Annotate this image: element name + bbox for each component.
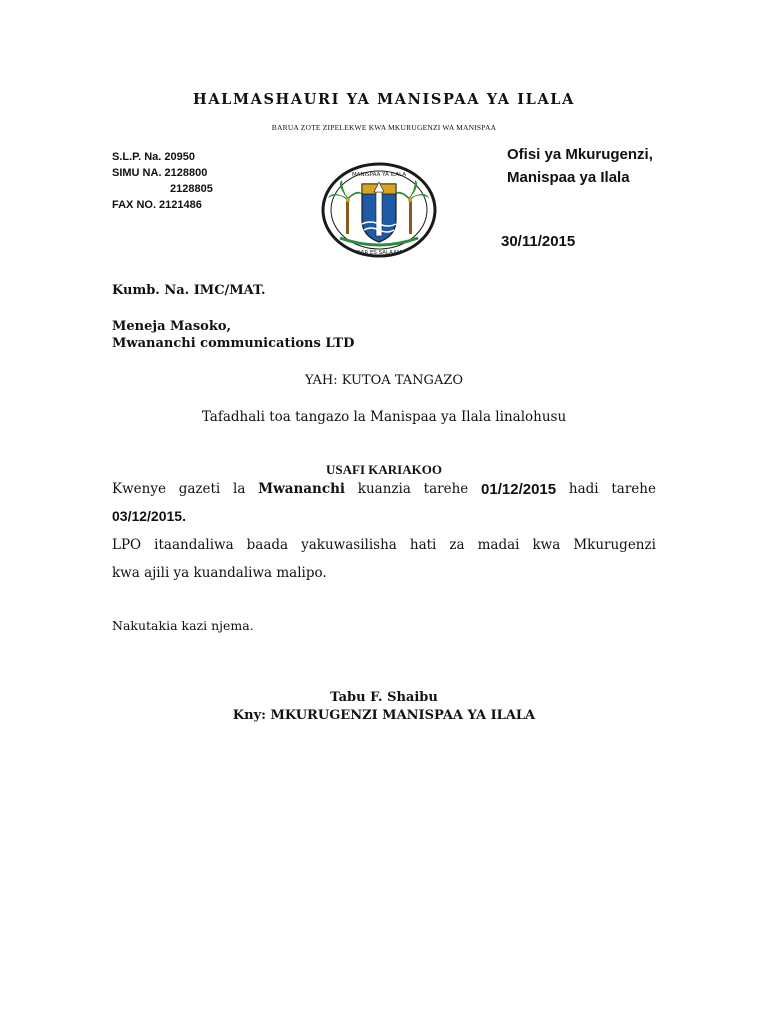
po-box: S.L.P. Na. 20950 bbox=[112, 151, 195, 163]
signatory-title: Kny: MKURUGENZI MANISPAA YA ILALA bbox=[232, 708, 536, 723]
phone-number-2: 2128805 bbox=[170, 183, 213, 195]
municipal-seal bbox=[318, 160, 440, 260]
seal-top-text: MANISPAA YA ILALA bbox=[351, 172, 407, 178]
word: yakuwasilisha bbox=[301, 537, 397, 553]
newspaper-name: Mwananchi bbox=[258, 481, 346, 497]
end-date: 03/12/2015. bbox=[112, 508, 186, 524]
office-line-2: Manispaa ya Ilala bbox=[507, 169, 630, 186]
letter-subject: YAH: KUTOA TANGAZO bbox=[304, 373, 464, 388]
advert-topic: USAFI KARIAKOO bbox=[326, 462, 442, 477]
word: hati bbox=[409, 537, 437, 553]
word: gazeti bbox=[178, 481, 221, 497]
letterhead-subtitle: BARUA ZOTE ZIPELEKWE KWA MKURUGENZI WA MANISPAA bbox=[271, 123, 497, 132]
office-line-1: Ofisi ya Mkurugenzi, bbox=[507, 146, 653, 163]
word: baada bbox=[246, 537, 289, 553]
seal-bottom-text: DAR ES SALAAM bbox=[356, 250, 402, 256]
fax-number: FAX NO. 2121486 bbox=[112, 199, 202, 211]
word: Kwenye bbox=[112, 481, 166, 497]
phone-number: SIMU NA. 2128800 bbox=[112, 167, 208, 179]
signatory-name: Tabu F. Shaibu bbox=[330, 690, 438, 705]
letter-date: 30/11/2015 bbox=[501, 233, 576, 250]
body-line-advert-dates bbox=[112, 481, 656, 498]
recipient-company: Mwananchi communications LTD bbox=[112, 336, 355, 351]
word: hadi bbox=[568, 481, 599, 497]
word: LPO bbox=[112, 537, 142, 553]
word: madai bbox=[477, 537, 520, 553]
seal-emblem-icon bbox=[318, 160, 440, 260]
word: Mkurugenzi bbox=[573, 537, 656, 553]
word: za bbox=[449, 537, 465, 553]
body-line-lpo bbox=[112, 537, 656, 553]
word: la bbox=[233, 481, 246, 497]
reference-number: Kumb. Na. IMC/MAT. bbox=[112, 283, 266, 298]
word: kuanzia bbox=[357, 481, 411, 497]
body-line-payment: kwa ajili ya kuandaliwa malipo. bbox=[112, 565, 327, 581]
closing-remark: Nakutakia kazi njema. bbox=[112, 618, 254, 633]
word: kwa bbox=[532, 537, 561, 553]
start-date: 01/12/2015 bbox=[481, 481, 557, 498]
word: tarehe bbox=[611, 481, 656, 497]
recipient-title: Meneja Masoko, bbox=[112, 319, 232, 334]
word: itaandaliwa bbox=[154, 537, 234, 553]
body-paragraph-1: Tafadhali toa tangazo la Manispaa ya Ilala linalohusu bbox=[201, 409, 567, 425]
council-title: HALMASHAURI YA MANISPAA YA ILALA bbox=[193, 91, 575, 108]
word: tarehe bbox=[423, 481, 469, 497]
